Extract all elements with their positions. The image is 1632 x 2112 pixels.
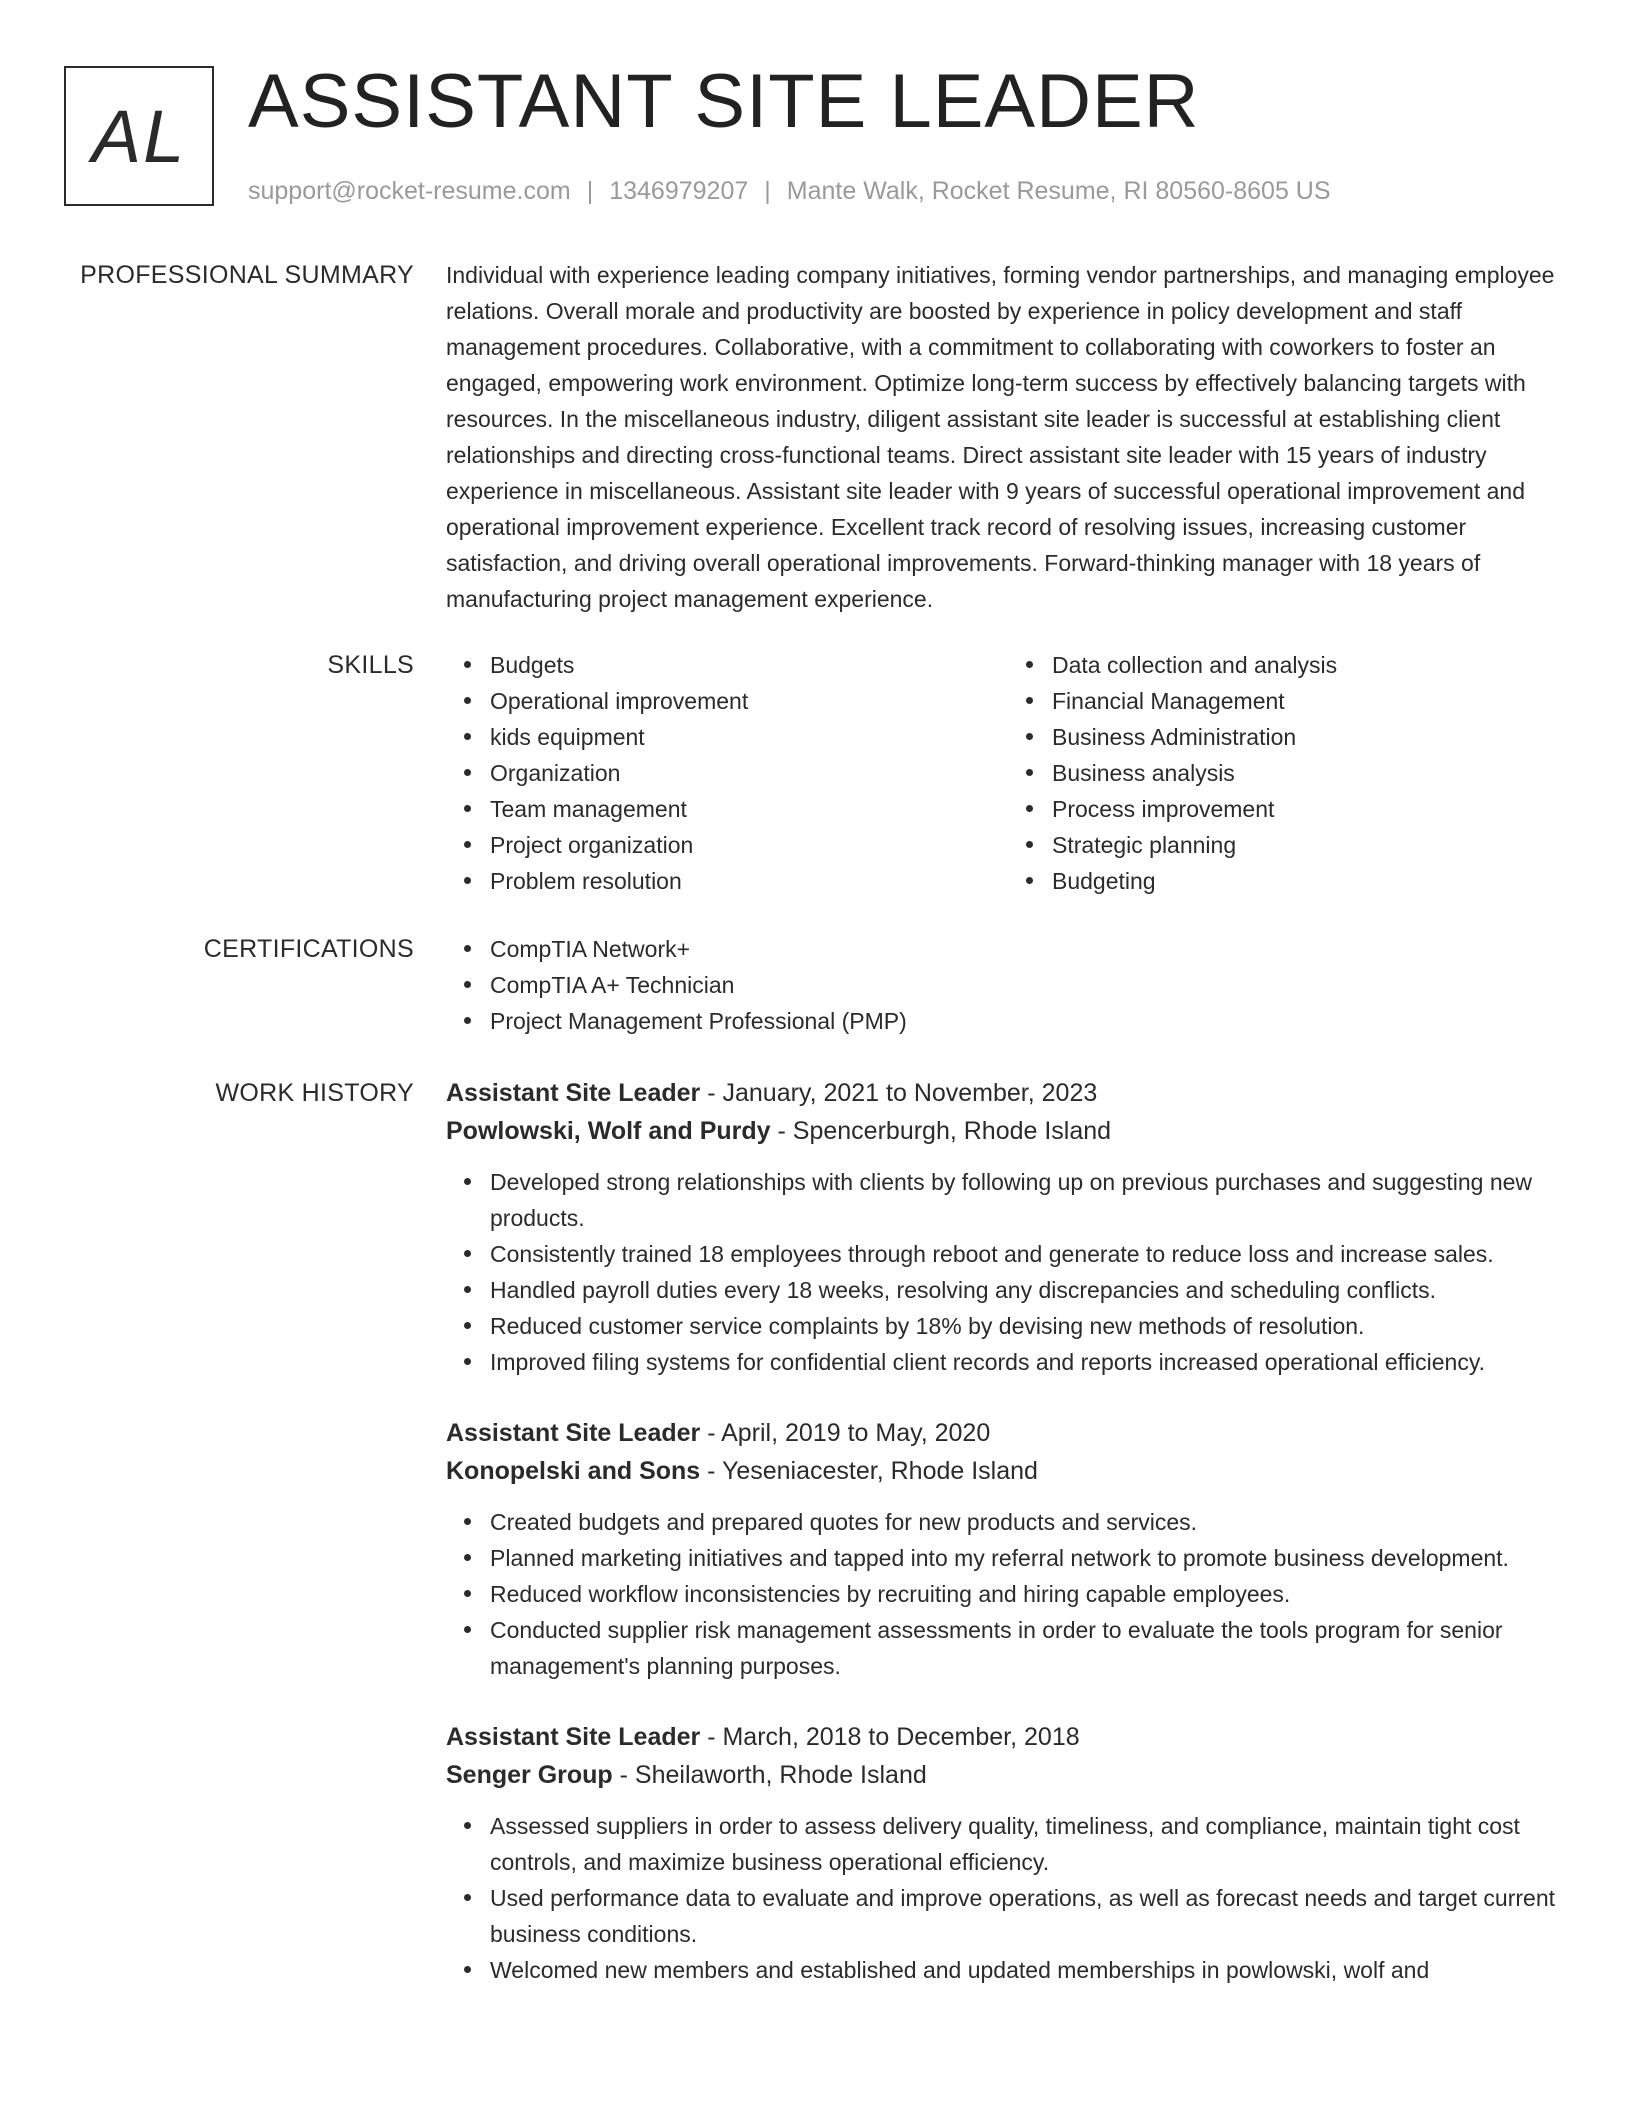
- skills-list-right: [1008, 647, 1570, 899]
- job-bullet: Reduced workflow inconsistencies by recruiting and hiring capable employees.: [490, 1576, 1570, 1612]
- job-bullet: Consistently trained 18 employees through reboot and generate to reduce loss and increase sales.: [490, 1236, 1570, 1272]
- certification-item: CompTIA A+ Technician: [490, 967, 1570, 1003]
- job-bullets: [446, 1808, 1570, 1988]
- job-title-line: [446, 1718, 1570, 1756]
- job-entry: [446, 1414, 1570, 1684]
- contact-email[interactable]: support@rocket-resume.com: [248, 177, 571, 205]
- job-location: - Sheilaworth, Rhode Island: [612, 1761, 927, 1789]
- skills-list-left: [446, 647, 1008, 899]
- section-label-summary: PROFESSIONAL SUMMARY: [80, 261, 414, 289]
- contact-separator: |: [586, 177, 594, 205]
- skill-item: Strategic planning: [1052, 827, 1570, 863]
- job-dates: - April, 2019 to May, 2020: [700, 1419, 991, 1447]
- job-title: Assistant Site Leader: [446, 1079, 701, 1107]
- skills-section: [446, 647, 1570, 899]
- initials-text: AL: [91, 94, 187, 178]
- summary-text: Individual with experience leading company initiatives, forming vendor partnerships, and managing employee relations. Overall morale and productivity are boosted by experience in policy development and staff management procedures. Collaborative, with a commitment to collaborating with coworkers to foster an engaged, empowering work environment. Optimize long-term success by effectively balancing targets with resources. In the miscellaneous industry, diligent assistant site leader is successful at establishing client relationships and directing cross-functional teams. Direct assistant site leader with 15 years of industry experience in miscellaneous. Assistant site leader with 9 years of successful operational improvement and operational improvement experience. Excellent track record of resolving issues, increasing customer satisfaction, and driving overall operational improvements. Forward-thinking manager with 18 years of manufacturing project management experience.: [446, 262, 1555, 612]
- job-entry: [446, 1074, 1570, 1380]
- skill-item: Operational improvement: [490, 683, 1008, 719]
- skill-item: Team management: [490, 791, 1008, 827]
- skill-item: Data collection and analysis: [1052, 647, 1570, 683]
- resume-title: ASSISTANT SITE LEADER: [248, 59, 1200, 144]
- job-company: Konopelski and Sons: [446, 1457, 701, 1485]
- job-company-line: [446, 1756, 1570, 1794]
- skill-item: Project organization: [490, 827, 1008, 863]
- skill-item: Problem resolution: [490, 863, 1008, 899]
- job-company-line: [446, 1452, 1570, 1490]
- job-bullets: [446, 1164, 1570, 1380]
- job-bullet: Handled payroll duties every 18 weeks, resolving any discrepancies and scheduling conflicts.: [490, 1272, 1570, 1308]
- skill-item: Process improvement: [1052, 791, 1570, 827]
- job-title: Assistant Site Leader: [446, 1723, 701, 1751]
- job-company: Senger Group: [446, 1761, 613, 1789]
- job-bullets: [446, 1504, 1570, 1684]
- section-label-skills: SKILLS: [327, 651, 414, 679]
- job-bullet: Welcomed new members and established and updated memberships in powlowski, wolf and: [490, 1952, 1570, 1988]
- job-bullet: Created budgets and prepared quotes for new products and services.: [490, 1504, 1570, 1540]
- certification-item: CompTIA Network+: [490, 931, 1570, 967]
- skill-item: Business analysis: [1052, 755, 1570, 791]
- job-dates: - March, 2018 to December, 2018: [700, 1723, 1080, 1751]
- job-bullet: Developed strong relationships with clients by following up on previous purchases and suggesting new products.: [490, 1164, 1570, 1236]
- section-label-certifications: CERTIFICATIONS: [203, 935, 414, 963]
- skill-item: Business Administration: [1052, 719, 1570, 755]
- job-company-line: [446, 1112, 1570, 1150]
- job-bullet: Planned marketing initiatives and tapped into my referral network to promote business development.: [490, 1540, 1570, 1576]
- job-bullet: Used performance data to evaluate and improve operations, as well as forecast needs and target current business conditions.: [490, 1880, 1570, 1952]
- skill-item: kids equipment: [490, 719, 1008, 755]
- skill-item: Budgets: [490, 647, 1008, 683]
- job-location: - Yeseniacester, Rhode Island: [700, 1457, 1038, 1485]
- job-bullet: Reduced customer service complaints by 18% by devising new methods of resolution.: [490, 1308, 1570, 1344]
- job-bullet: Improved filing systems for confidential client records and reports increased operational efficiency.: [490, 1344, 1570, 1380]
- job-dates: - January, 2021 to November, 2023: [700, 1079, 1098, 1107]
- certifications-section: [446, 931, 1570, 1039]
- contact-phone[interactable]: 1346979207: [609, 177, 749, 205]
- skill-item: Organization: [490, 755, 1008, 791]
- job-location: - Spencerburgh, Rhode Island: [770, 1117, 1112, 1145]
- job-company: Powlowski, Wolf and Purdy: [446, 1117, 771, 1145]
- job-title: Assistant Site Leader: [446, 1419, 701, 1447]
- certifications-list: [446, 931, 1570, 1039]
- summary-section: [446, 257, 1570, 617]
- job-entry: [446, 1718, 1570, 1988]
- job-title-line: [446, 1074, 1570, 1112]
- initials-monogram: [64, 66, 214, 206]
- contact-address: Mante Walk, Rocket Resume, RI 80560-8605 US: [786, 177, 1331, 205]
- job-bullet: Assessed suppliers in order to assess delivery quality, timeliness, and compliance, maintain tight cost controls, and maximize business operational efficiency.: [490, 1808, 1570, 1880]
- job-title-line: [446, 1414, 1570, 1452]
- work-history-section: [446, 1074, 1570, 2022]
- skill-item: Budgeting: [1052, 863, 1570, 899]
- section-label-work-history: WORK HISTORY: [215, 1079, 414, 1107]
- job-bullet: Conducted supplier risk management assessments in order to evaluate the tools program for senior management's planning purposes.: [490, 1612, 1570, 1684]
- contact-line: [248, 174, 1331, 208]
- contact-separator: |: [764, 177, 771, 205]
- certification-item: Project Management Professional (PMP): [490, 1003, 1570, 1039]
- skill-item: Financial Management: [1052, 683, 1570, 719]
